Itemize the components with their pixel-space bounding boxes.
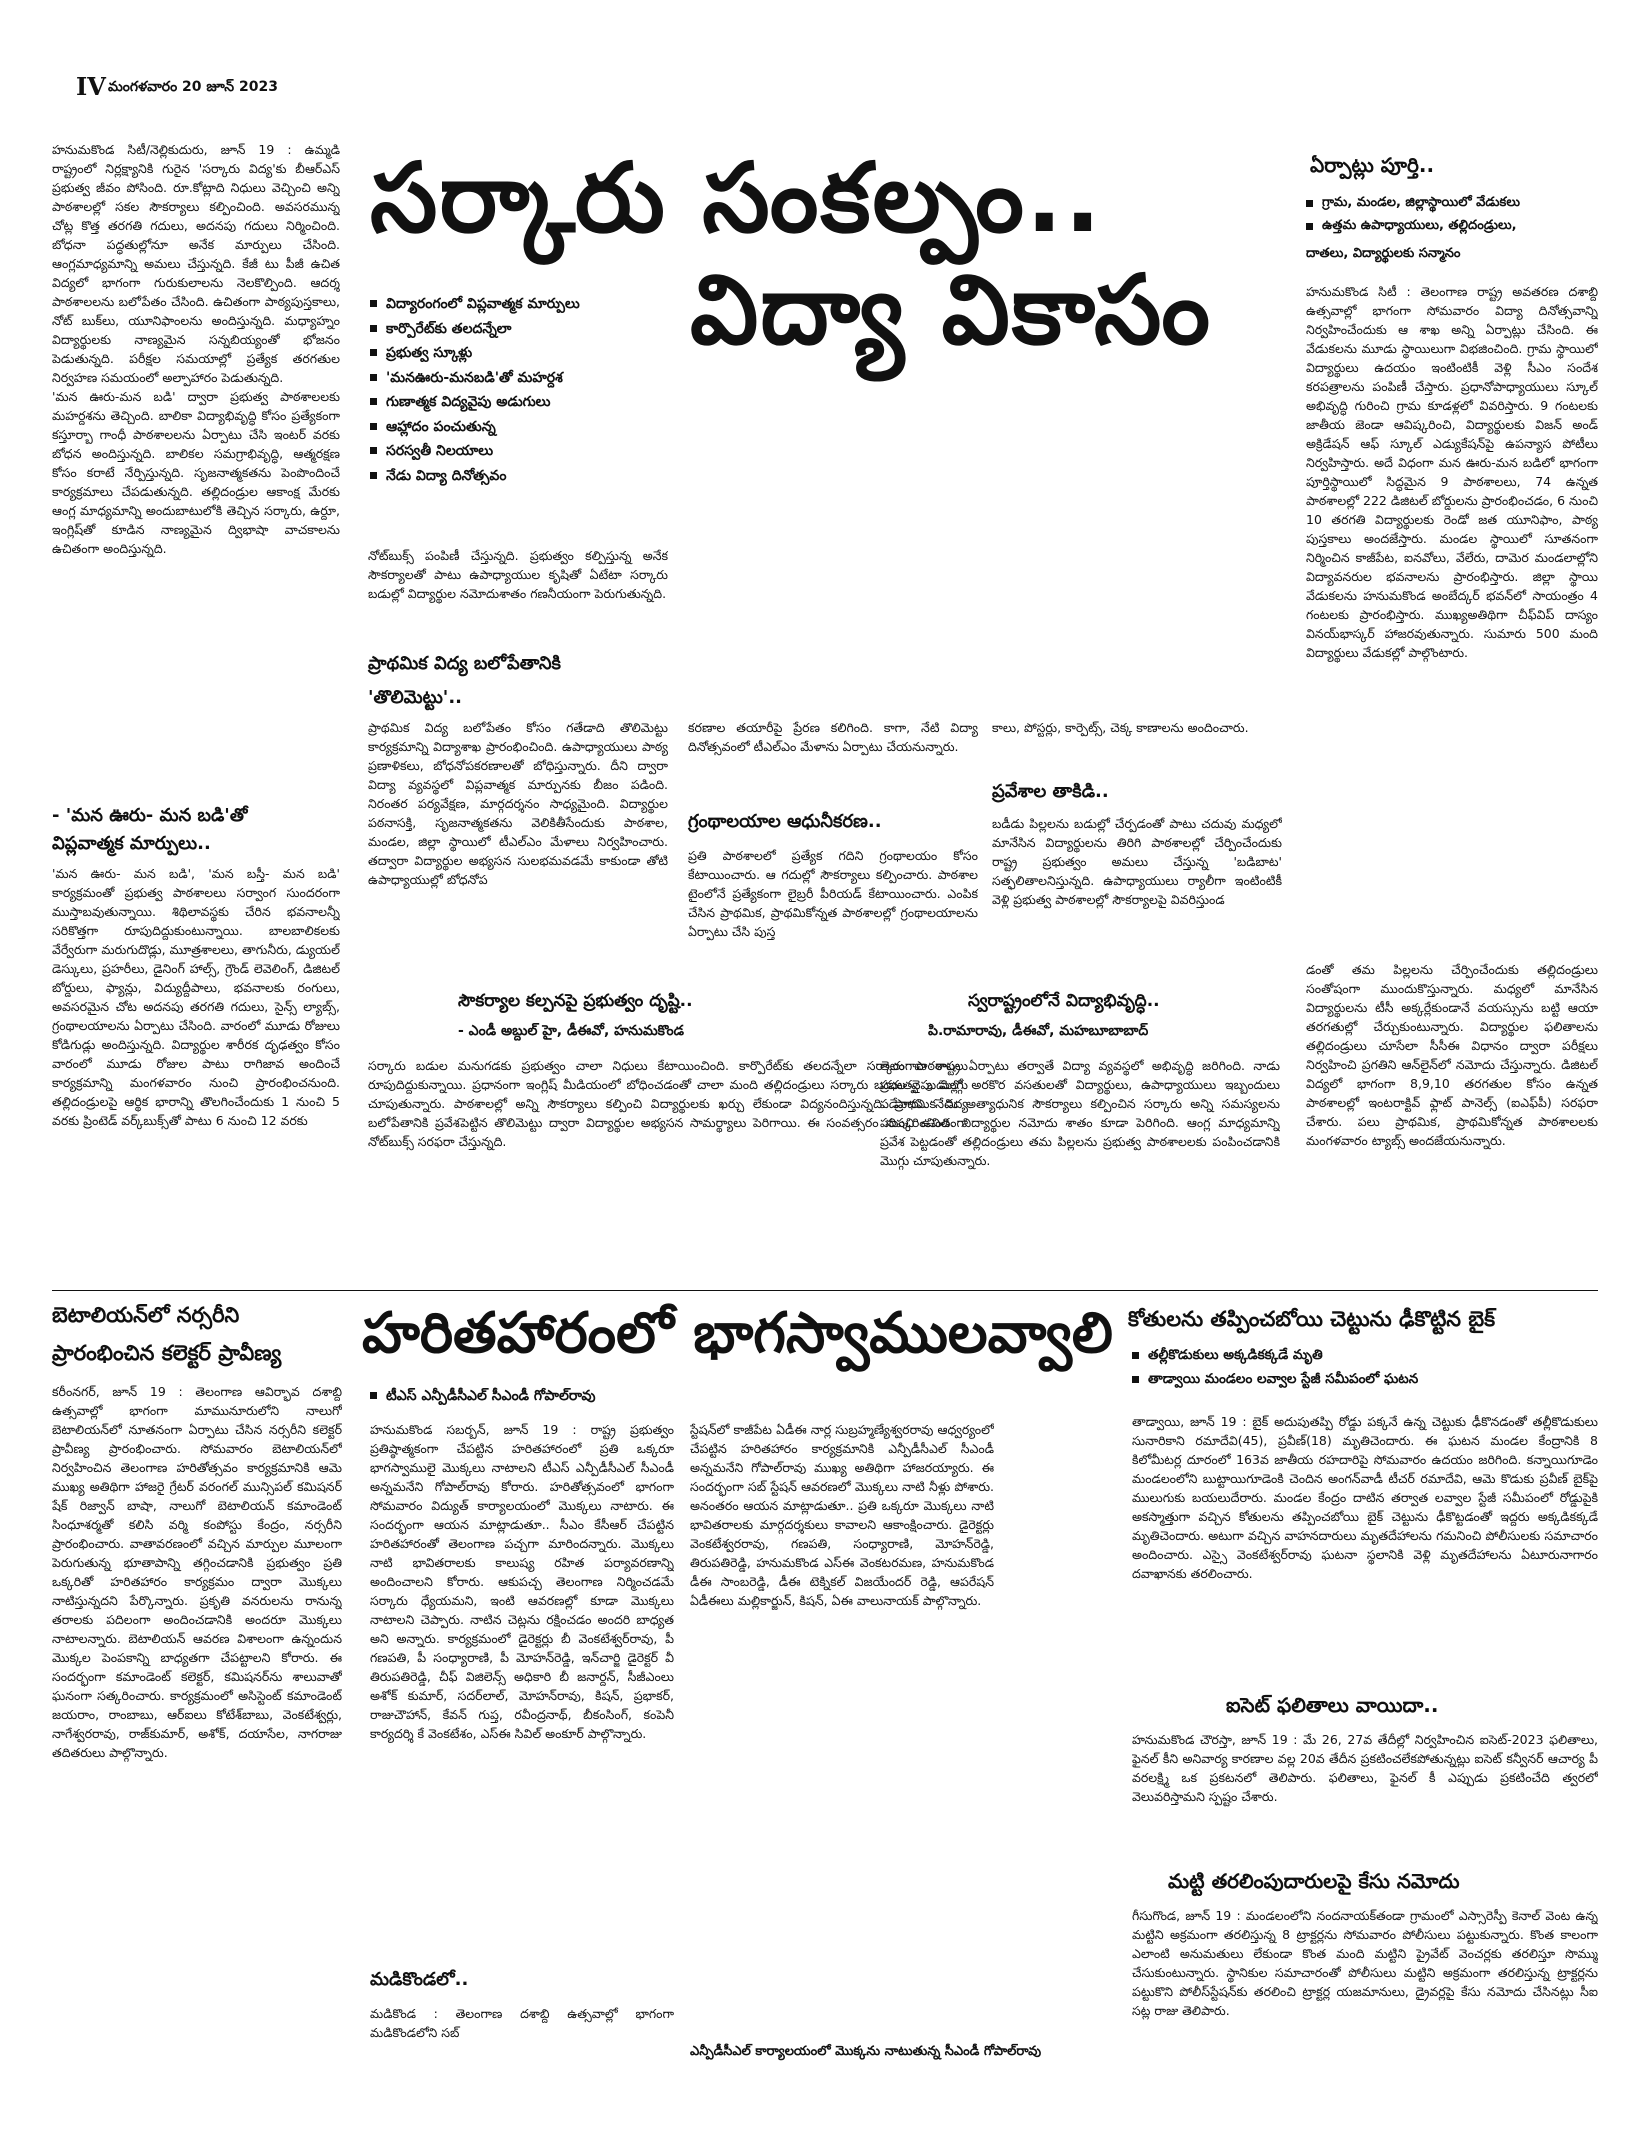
- icet-text: హనుమకొండ చౌరస్తా, జూన్‌ 19 : మే 26, 27వ తేదీల్లో నిర్వహించిన ఐసెట్‌-2023 ఫలితాలు, ఫైనల్‌ కీని అనివార్య కారణాల వల్ల 20వ తేదీన ప్రకటించలేకపోతున్నట్లు ఐసెట్‌ కన్వీనర్‌ ఆచార్య పీ వరలక్ష్మి ఒక ప్రకటనలో తెలిపారు. ఫలితాలు, ఫైనల్‌ కీ ఎప్పుడు ప్రకటించేది త్వరలో వెలువరిస్తామని స్పష్టం చేశారు.: [1132, 1732, 1598, 1804]
- haritha-photo-caption: ఎన్పీడీసీఎల్‌ కార్యాలయంలో మొక్కను నాటుతున్న సీఎండీ గోపాల్‌రావు: [690, 2044, 1042, 2059]
- tolimettu-text: ప్రాథమిక విద్య బలోపేతం కోసం గతేడాది తొలిమెట్టు కార్యక్రమాన్ని విద్యాశాఖ ప్రారంభించింది. ఉపాధ్యాయులు పాఠ్య ప్రణాళికలు, బోధనోపకరణాలతో బోధిస్తున్నారు. దీని ద్వారా విద్యా వ్యవస్థలో విప్లవాత్మక మార్పునకు బీజం పడింది. నిరంతర పర్యవేక్షణ, మార్గదర్శనం సాధ్యమైంది. విద్యార్థుల పఠనాసక్తి, సృజనాత్మకతను వెలికితీసేందుకు పాఠశాల, మండల, జిల్లా స్థాయిలో టీఎల్‌ఎం మేళాలు నిర్వహించారు. తద్వారా విద్యార్థుల అభ్యసన సులభమవడమే కాకుండా తోటి ఉపాధ్యాయుల్లో బోధనోప: [368, 720, 668, 887]
- lead-column-2-intro: నోట్‌బుక్స్‌ పంపిణీ చేస్తున్నది. ప్రభుత్వం కల్పిస్తున్న అనేక సౌకర్యాలతో పాటు ఉపాధ్యాయుల కృషితో ఏటేటా సర్కారు బడుల్లో విద్యార్థుల నమోదుశాతం గణనీయంగా పెరుగుతున్నది.: [368, 548, 668, 601]
- admission-text: బడీడు పిల్లలను బడుల్లో చేర్పడంతో పాటు చదువు మధ్యలో మానేసిన విద్యార్థులను తిరిగి పాఠశాలల్లో చేర్పించేందుకు రాష్ట్ర ప్రభుత్వం అమలు చేస్తున్న 'బడిబాట' సత్ఫలితాలనిస్తున్నది. ఉపాధ్యాయులు ర్యాలీగా ఇంటింటికీ వెళ్లి ప్రభుత్వ పాఠశాలల్లో సౌకర్యాలపై వివరిస్తుండ: [992, 816, 1282, 907]
- sand-text: గీసుగొండ, జూన్‌ 19 : మండలంలోని నందనాయక్‌తండా గ్రామంలో ఎస్సారెస్పీ కెనాల్‌ వెంట ఉన్న మట్టిని అక్రమంగా తరలిస్తున్న 8 ట్రాక్టర్లను సోమవారం పోలీసులు పట్టుకున్నారు. కొంత కాలంగా ఎలాంటి అనుమతులు లేకుండా కొంత మంది మట్టిని ప్రైవేట్‌ వెంచర్లకు తరలిస్తూ సొమ్ము చేసుకుంటున్నారు. స్థానికుల సమాచారంతో పోలీసులు మట్టిని అక్రమంగా తరలిస్తున్న ట్రాక్టర్లను పట్టుకొని పోలీస్‌స్టేషన్‌కు తరలించి ట్రాక్టర్ల యజమానులు, డ్రైవర్లపై కేసు నమోదు చేసినట్లు సీఐ సట్ల రాజు తెలిపారు.: [1132, 1908, 1598, 2018]
- lead-column-5-continued: డంతో తమ పిల్లలను చేర్పించేందుకు తల్లిదండ్రులు సంతోషంగా ముందుకొస్తున్నారు. మధ్యలో మానేసిన విద్యార్థులను టీసీ అక్కర్లేకుండానే వయస్సును బట్టి ఆయా తరగతుల్లో చేర్చుకుంటున్నారు. విద్యార్థుల ఫలితాలను తల్లిదండ్రులు చూసేలా సీసీఈ విధానం ద్వారా పరీక్షలు నిర్వహించి ప్రగతిని ఆన్‌లైన్‌లో నమోదు చేస్తున్నారు. డిజిటల్‌ విద్యలో భాగంగా 8,9,10 తరగతుల కోసం ఉన్నత పాఠశాలల్లో ఇంటరాక్టివ్‌ ఫ్లాట్‌ పానెల్స్‌ (ఐఎఫ్‌పీ) సరఫరా చేశారు. పలు ప్రాథమిక, ప్రాథమికోన్నత పాఠశాలలకు మంగళవారం ట్యాబ్స్‌ అందజేయనున్నారు.: [1306, 962, 1598, 1148]
- madikonda-text: మడికొండ : తెలంగాణ దశాబ్ది ఉత్సవాల్లో భాగంగా మడికొండలోని సబ్‌: [370, 2006, 674, 2040]
- accident-headline: కోతులను తప్పించబోయి చెట్టును ఢీకొట్టిన బైక్‌: [1128, 1307, 1496, 1331]
- haritha-text: హనుమకొండ సబర్బన్‌, జూన్‌ 19 : రాష్ట్ర ప్రభుత్వం ప్రతిష్ఠాత్మకంగా చేపట్టిన హరితహారంలో ప్రతి ఒక్కరూ భాగస్వాములై మొక్కలు నాటాలని టీఎస్‌ ఎన్పీడీసీఎల్‌ సీఎండీ అన్నమనేని గోపాల్‌రావు కోరారు. హరితోత్సవంలో భాగంగా సోమవారం విద్యుత్‌ కార్యాలయంలో మొక్కలు నాటారు. ఈ సందర్భంగా ఆయన మాట్లాడుతూ.. సీఎం కేసీఆర్‌ చేపట్టిన హరితహారంతో తెలంగాణ పచ్చగా మారిందన్నారు. మొక్కలు నాటి భావితరాలకు కాలుష్య రహిత పర్యావరణాన్ని అందించాలని కోరారు. ఆకుపచ్చ తెలంగాణ నిర్మించడమే సర్కారు ధ్యేయమని, ఇంటి ఆవరణల్లో కూడా మొక్కలు నాటాలని చెప్పారు. నాటిన చెట్లను రక్షించడం అందరి బాధ్యత అని అన్నారు. కార్యక్రమంలో డైరెక్టర్లు బీ వెంకటేశ్వర్‌రావు, పీ గణపతి, పీ సంధ్యారాణి, పీ మోహన్‌రెడ్డి, ఇన్‌చార్జి డైరెక్టర్‌ వీ తిరుపతిరెడ్డి, చీఫ్‌ విజిలెన్స్‌ అధికారి బీ జనార్దన్‌, సీజీఎంలు అశోక్‌ కుమార్‌, సదర్‌లాల్‌, మోహన్‌రావు, కిషన్‌, ప్రభాకర్‌, రాజుచౌహాన్‌, కేవన్‌ గుప్త, రవీంద్రనాథ్‌, బీకంసింగ్‌, కంపెనీ కార్యదర్శి కే వెంకటేశం, ఎస్‌ఈ సివిల్‌ అంకూర్‌ పాల్గొన్నారు.: [370, 1422, 674, 1741]
- haritha-text-continued: స్టేషన్‌లో కాజీపేట ఏడీఈ నార్ల సుబ్రహ్మణ్యేశ్వరరావు ఆధ్వర్యంలో చేపట్టిన హరితహారం కార్యక్రమానికి ఎన్పీడీసీఎల్‌ సీఎండీ అన్నమనేని గోపాల్‌రావు ముఖ్య అతిథిగా హాజరయ్యారు. ఈ సందర్భంగా సబ్‌ స్టేషన్‌ ఆవరణలో మొక్కలు నాటి నీళ్లు పోశారు. అనంతరం ఆయన మాట్లాడుతూ.. ప్రతి ఒక్కరూ మొక్కలు నాటి భావితరాలకు మార్గదర్శకులు కావాలని ఆకాంక్షించారు. డైరెక్టర్లు వెంకటేశ్వరరావు, గణపతి, సంధ్యారాణి, మోహన్‌రెడ్డి, తిరుపతిరెడ్డి, హనుమకొండ ఎస్‌ఈ వెంకటరమణ, హనుమకొండ డీఈ సాంబరెడ్డి, డీఈ టెక్నికల్‌ విజయేందర్‌ రెడ్డి, ఆపరేషన్‌ ఏడీఈలు మల్లికార్జున్‌, కిషన్‌, ఏఈ వాలునాయక్‌ పాల్గొన్నారు.: [690, 1422, 994, 1608]
- highlight-item: గుణాత్మక విద్యవైపు అడుగులు: [370, 390, 670, 415]
- highlight-item: కార్పొరేట్‌కు తలదన్నేలా: [370, 317, 670, 342]
- nursery-text: కరీంనగర్‌, జూన్‌ 19 : తెలంగాణ ఆవిర్భావ దశాబ్ది ఉత్సవాల్లో భాగంగా మామునూరులోని నాలుగో బెటాలియన్‌లో నూతనంగా ఏర్పాటు చేసిన నర్సరీని కలెక్టర్‌ ప్రావీణ్య ప్రారంభించారు. సోమవారం బెటాలియన్‌లో నిర్వహించిన తెలంగాణ హరితోత్సవం కార్యక్రమానికి ఆమె ముఖ్య అతిథిగా హాజరై గ్రేటర్‌ వరంగల్‌ మున్సిపల్‌ కమిషనర్‌ షేక్‌ రిజ్వాన్‌ బాషా, నాలుగో బెటాలియన్‌ కమాండెంట్‌ సింధూశర్మతో కలిసి వర్మి కంపోస్టు కేంద్రం, నర్సరీని ప్రారంభించారు. వాతావరణంలో వచ్చిన మార్పుల మూలంగా పెరుగుతున్న భూతాపాన్ని తగ్గించడానికి ప్రభుత్వం ప్రతి ఒక్కరితో హరితహారం కార్యక్రమం ద్వారా మొక్కలు నాటిస్తున్నదని పేర్కొన్నారు. ప్రకృతి వనరులను రానున్న తరాలకు పదిలంగా అందించడానికి అందరూ మొక్కలు నాటాలన్నారు. బెటాలియన్‌ ఆవరణ విశాలంగా ఉన్నందున మొక్కల పెంపకాన్ని బాధ్యతగా చేపట్టాలని కోరారు. ఈ సందర్భంగా కమాండెంట్‌ కలెక్టర్‌, కమిషనర్‌ను శాలువాతో ఘనంగా సత్కరించారు. కార్యక్రమంలో అసిస్టెంట్‌ కమాండెంట్‌ జయరాం, రాంబాబు, ఆర్‌ఐలు కోటేశ్‌బాబు, వెంకటేశ్వర్లు, నాగేశ్వరరావు, రాజ్‌కుమార్‌, అశోక్‌, దయాసేల, నాగరాజు తదితరులు పాల్గొన్నారు.: [52, 1384, 342, 1760]
- lead-column-4-top: కాలు, పోస్టర్లు, కార్పెట్స్‌, చెక్క కాణాలను అందించారు.: [992, 720, 1249, 735]
- facility-text: సర్కారు బడుల మనుగడకు ప్రభుత్వం చాలా నిధులు కేటాయించింది. కార్పొరేట్‌కు తలదన్నేలా సర్కారు పాఠశాలలు రూపుదిద్దుకున్నాయి. ప్రధానంగా ఇంగ్లిష్‌ మీడియంలో బోధించడంతో చాలా మంది తల్లిదండ్రులు సర్కారు బడుల వైపు మొగ్గు చూపుతున్నారు. పాఠశాలల్లో అన్ని సౌకర్యాలు కల్పించి విద్యార్థులకు ఖర్చు లేకుండా విద్యనందిస్తున్నది. ప్రాథమిక విద్య బలోపేతానికి ప్రవేశపెట్టిన తొలిమెట్టు ద్వారా విద్యార్థుల అభ్యసన సామర్థ్యాలు పెరిగాయి. ఈ సంవత్సరం నుంచి ఉచితంగా నోట్‌బుక్స్‌ సరఫరా చేస్తున్నది.: [368, 1058, 968, 1149]
- swarashtra-text: తెలంగాణ రాష్ట్ర ఏర్పాటు తర్వాతే విద్యా వ్యవస్థలో అభివృద్ధి జరిగింది. నాడు ప్రభుత్వ బడుల్లో అరకొర వసతులతో విద్యార్థులు, ఉపాధ్యాయులు ఇబ్బందులు పడేవారు. నేడు అత్యాధునిక సౌకర్యాలు కల్పించిన సర్కారు అన్ని సమస్యలను పరిష్కరించింది. విద్యార్థుల నమోదు శాతం కూడా పెరిగింది. ఆంగ్ల మాధ్యమాన్ని ప్రవేశ పెట్టడంతో తల్లిదండ్రులు తమ పిల్లలను ప్రభుత్వ పాఠశాలలకు పంపించడానికి మొగ్గు చూపుతున్నారు.: [880, 1058, 1280, 1168]
- accident-bullet: తల్లీకొడుకులు అక్కడికక్కడే మృతి: [1132, 1344, 1592, 1368]
- accident-bullets: [1132, 1344, 1592, 1391]
- issue-date: మంగళవారం 20 జూన్‌ 2023: [108, 79, 278, 95]
- swarashtra-quote-box: [868, 976, 1288, 1266]
- highlight-item: నేడు విద్యా దినోత్సవం: [370, 464, 670, 489]
- haritha-photo-area: [690, 1736, 1110, 2036]
- accident-bullet: తాడ్వాయి మండలం లవ్వాల స్టేజీ సమీపంలో ఘటన: [1132, 1368, 1592, 1392]
- library-text: ప్రతి పాఠశాలలో ప్రత్యేక గదిని గ్రంథాలయం కోసం కేటాయించారు. ఆ గదుల్లో సౌకర్యాలు కల్పించారు. పాఠశాల టైంలోనే ప్రత్యేకంగా లైబ్రరీ పీరియడ్‌ కేటాయించారు. ఎంపిక చేసిన ప్రాథమిక, ప్రాథమికోన్నత పాఠశాలల్లో గ్రంథాలయాలను ఏర్పాటు చేసి పుస్త: [688, 848, 978, 939]
- lead-subhead-manauru-1: - 'మన ఊరు- మన బడి'తో: [52, 805, 248, 826]
- sand-headline: మట్టి తరలింపుదారులపై కేసు నమోదు: [1168, 1869, 1460, 1893]
- section-divider: [52, 1290, 1598, 1291]
- arrangements-headline: ఏర్పాట్లు పూర్తి..: [1310, 153, 1435, 177]
- library-subhead: గ్రంథాలయాల ఆధునీకరణ..: [688, 811, 882, 832]
- lead-headline-line2: విద్యా వికాసం: [690, 254, 1213, 366]
- nursery-headline-1: బెటాలియన్‌లో నర్సరీని: [52, 1303, 240, 1327]
- nursery-headline-2: ప్రారంభించిన కలెక్టర్‌ ప్రావీణ్య: [52, 1341, 282, 1365]
- highlight-item: విద్యారంగంలో విప్లవాత్మక మార్పులు: [370, 292, 670, 317]
- admission-subhead: ప్రవేశాల తాకిడి..: [992, 781, 1109, 802]
- lead-column-3-top: కరణాల తయారీపై ప్రేరణ కలిగింది. కాగా, నేటి విద్యా దినోత్సవంలో టీఎల్‌ఎం మేళాను ఏర్పాటు చేయనున్నారు.: [688, 720, 978, 754]
- icet-headline: ఐసెట్‌ ఫలితాలు వాయిదా..: [1226, 1693, 1439, 1717]
- arrangements-bullet-continued: దాతలు, విద్యార్థులకు సన్మానం: [1306, 246, 1461, 261]
- facility-byline: - ఎండీ అబ్దుల్‌ హై, డీఈవో, హనుమకొండ: [458, 1023, 684, 1039]
- madikonda-subhead: మడికొండలో..: [370, 1969, 469, 1990]
- facility-subhead: సౌకర్యాల కల్పనపై ప్రభుత్వం దృష్టి..: [458, 991, 693, 1011]
- highlight-item: 'మనఊరు-మనబడి'తో మహర్దశ: [370, 366, 670, 391]
- lead-column-1-continued: 'మన ఊరు- మన బడి', 'మన బస్తీ- మన బడి' కార్యక్రమంతో ప్రభుత్వ పాఠశాలలు సర్వాంగ సుందరంగా ముస్తాబవుతున్నాయి. శిథిలావస్థకు చేరిన భవనాలన్నీ సరికొత్తగా రూపుదిద్దుకుంటున్నాయి. బాలబాలికలకు వేర్వేరుగా మరుగుదొడ్లు, మూత్రశాలలు, తాగునీరు, డ్యుయల్‌ డెస్కులు, ప్రహరీలు, డైనింగ్‌ హాల్స్‌, గ్రౌండ్‌ లెవెలింగ్‌, డిజిటల్‌ బోర్డులు, ఫ్యాన్లు, విద్యుద్దీపాలు, భవనాలకు రంగులు, అవసరమైన చోట అదనపు తరగతి గదులు, సైన్స్‌ ల్యాబ్స్‌, గ్రంథాలయాలను ఏర్పాటు చేసింది. వారంలో మూడు రోజులు కోడిగుడ్లు అందిస్తున్నది. విద్యార్థుల శారీరక దృఢత్వం కోసం వారంలో మూడు రోజుల పాటు రాగిజావ అందించే కార్యక్రమాన్ని మంగళవారం నుంచి ప్రారంభించనుంది. తల్లిదండ్రులపై ఆర్థిక భారాన్ని తొలగించేందుకు 1 నుంచి 5 వరకు ప్రింటెడ్‌ వర్క్‌బుక్స్‌తో పాటు 6 నుంచి 12 వరకు: [52, 866, 340, 1128]
- arrangements-text: హనుమకొండ సిటీ : తెలంగాణ రాష్ట్ర అవతరణ దశాబ్ది ఉత్సవాల్లో భాగంగా సోమవారం విద్యా దినోత్సవాన్ని నిర్వహించేందుకు ఆ శాఖ అన్ని ఏర్పాట్లు చేసింది. ఈ వేడుకలను మూడు స్థాయిలుగా విభజించింది. గ్రామ స్థాయిలో విద్యార్థులు ఉదయం ఇంటింటికీ వెళ్లి సీఎం సందేశ కరపత్రాలను పంపిణీ చేస్తారు. ప్రధానోపాధ్యాయులు స్కూల్‌ అభివృద్ధి గురించి గ్రామ కూడళ్లలో వివరిస్తారు. 9 గంటలకు జాతీయ జెండా ఆవిష్కరించి, విద్యార్థులకు విజన్‌ అండ్‌ అక్రిడేషన్‌ ఆఫ్‌ స్కూల్‌ ఎడ్యుకేషన్‌పై ఉపన్యాస పోటీలు నిర్వహిస్తారు. అదే విధంగా మన ఊరు-మన బడిలో భాగంగా పూర్తిస్థాయిలో సిద్ధమైన 9 పాఠశాలలు, 74 ఉన్నత పాఠశాలల్లో 222 డిజిటల్‌ బోర్డులను ప్రారంభించడం, 6 నుంచి 10 తరగతి విద్యార్థులకు రెండో జత యూనిఫాం, పాఠ్య పుస్తకాలు అందజేస్తారు. మండల స్థాయిలో సూతనంగా నిర్మించిన కాజీపేట, ఐనవోలు, వేలేరు, దామెర మండలాల్లోని విద్యావనరుల భవనాలను ప్రారంభిస్తారు. జిల్లా స్థాయి వేడుకలను హనుమకొండ అంబేద్కర్‌ భవన్‌లో సాయంత్రం 4 గంటలకు ప్రారంభిస్తారు. ముఖ్యఅతిథిగా చీఫ్‌విప్‌ దాస్యం వినయ్‌భాస్కర్‌ హాజరవుతున్నారు. సుమారు 500 మంది విద్యార్థులు వేడుకల్లో పాల్గొంటారు.: [1306, 284, 1598, 660]
- arrangements-bullets: [1306, 192, 1606, 238]
- swarashtra-subhead: స్వరాష్ట్రంలోనే విద్యాభివృద్ధి..: [968, 991, 1160, 1011]
- arrangements-bullet: ఉత్తమ ఉపాధ్యాయులు, తల్లిదండ్రులు,: [1306, 215, 1606, 238]
- tolimettu-subhead-2: 'తొలిమెట్టు'..: [368, 687, 462, 708]
- page-number: IV: [76, 72, 106, 101]
- haritha-byline: టీఎస్‌ ఎన్పీడీసీఎల్‌ సీఎండీ గోపాల్‌రావు: [370, 1384, 710, 1409]
- lead-highlights: [370, 292, 670, 488]
- lead-subhead-manauru-2: విప్లవాత్మక మార్పులు..: [52, 833, 211, 854]
- highlight-item: సరస్వతీ నిలయాలు: [370, 439, 670, 464]
- arrangements-bullet: గ్రామ, మండల, జిల్లాస్థాయిలో వేడుకలు: [1306, 192, 1606, 215]
- haritha-bullets: [370, 1384, 710, 1409]
- accident-text: తాడ్వాయి, జూన్‌ 19 : బైక్‌ అదుపుతప్పి రోడ్డు పక్కనే ఉన్న చెట్టుకు ఢీకొనడంతో తల్లీకొడుకులు సునారికాని రమాదేవి(45), ప్రవీణ్‌(18) మృతిచెందారు. ఈ ఘటన మండల కేంద్రానికి 8 కిలోమీటర్ల దూరంలో 163వ జాతీయ రహదారిపై సోమవారం ఉదయం జరిగింది. కన్నాయిగూడెం మండలంలోని బుట్టాయిగూడెంకి చెందిన అంగన్‌వాడీ టీచర్‌ రమాదేవి, ఆమె కొడుకు ప్రవీణ్‌ బైక్‌పై ములుగుకు బయలుదేరారు. మండల కేంద్రం దాటిన తర్వాత లవ్వాల స్టేజీ సమీపంలో రోడ్డుపైకి అకస్మాత్తుగా వచ్చిన కోతులను తప్పించబోయి బైక్‌ చెట్టును ఢీకొట్టడంతో ఇద్దరు అక్కడికక్కడే మృతిచెందారు. అటుగా వచ్చిన వాహనదారులు మృతదేహాలను గమనించి పోలీసులకు సమాచారం అందించారు. ఎస్సై వెంకటేశ్వర్‌రావు ఘటనా స్థలానికి వెళ్లి మృతదేహాలను ఏటూరునాగారం దవాఖానకు తరలించారు.: [1132, 1414, 1598, 1581]
- highlight-item: ప్రభుత్వ స్కూళ్లు: [370, 341, 670, 366]
- highlight-item: ఆహ్లాదం పంచుతున్న: [370, 415, 670, 440]
- tolimettu-subhead-1: ప్రాథమిక విద్య బలోపేతానికి: [368, 653, 561, 674]
- lead-column-1: హనుమకొండ సిటీ/నెల్లికుదురు, జూన్‌ 19 : ఉమ్మడి రాష్ట్రంలో నిర్లక్ష్యానికి గురైన 'సర్కారు విద్య'కు బీఆర్‌ఎస్‌ ప్రభుత్వ జీవం పోసింది. రూ.కోట్లాది నిధులు వెచ్చించి అన్ని పాఠశాలల్లో సకల సౌకర్యాలు కల్పించింది. అవసరమున్న చోట్ల కొత్త తరగతి గదులు, అదనపు గదులు నిర్మించింది. బోధనా పద్ధతుల్లోనూ అనేక మార్పులు చేసింది. ఆంగ్లమాధ్యమాన్ని అమలు చేస్తున్నది. కేజీ టు పీజీ ఉచిత విద్యలో భాగంగా గురుకులాలను నెలకొల్పింది. ఆదర్శ పాఠశాలలను బలోపేతం చేసింది. ఉచితంగా పాఠ్యపుస్తకాలు, నోట్‌ బుక్‌లు, యూనిఫాంలను అందిస్తున్నది. మధ్యాహ్నం విద్యార్థులకు నాణ్యమైన సన్నబియ్యంతో భోజనం పెడుతున్నది. పరీక్షల సమయాల్లో ప్రత్యేక తరగతుల నిర్వహణ సమయంలో అల్పాహారం పెడుతున్నది. 'మన ఊరు-మన బడి' ద్వారా ప్రభుత్వ పాఠశాలలకు మహర్దశను తెచ్చింది. బాలికా విద్యాభివృద్ధి కోసం ప్రత్యేకంగా కస్తూర్బా గాంధీ పాఠశాలలను ఏర్పాటు చేసి ఇంటర్‌ వరకు బోధన అందిస్తున్నది. బాలికల సమగ్రాభివృద్ధి, ఆత్మరక్షణ కోసం కరాటే నేర్పిస్తున్నది. సృజనాత్మకతను పెంపొందించే కార్యక్రమాలు చేపడుతున్నది. తల్లిదండ్రుల ఆకాంక్ష మేరకు ఆంగ్ల మాధ్యమాన్ని అందుబాటులోకి తెచ్చిన సర్కారు, ఉర్దూ, ఇంగ్లిష్‌తో కూడిన నాణ్యమైన ద్విభాషా వాచకాలను ఉచితంగా అందిస్తున్నది.: [52, 142, 340, 556]
- lead-headline-line1: సర్కారు సంకల్పం..: [370, 142, 1103, 254]
- haritha-headline: హరితహారంలో భాగస్వాములవ్వాలి: [362, 1301, 1113, 1366]
- swarashtra-byline: పి.రామారావు, డీఈవో, మహబూబాబాద్‌: [928, 1023, 1149, 1039]
